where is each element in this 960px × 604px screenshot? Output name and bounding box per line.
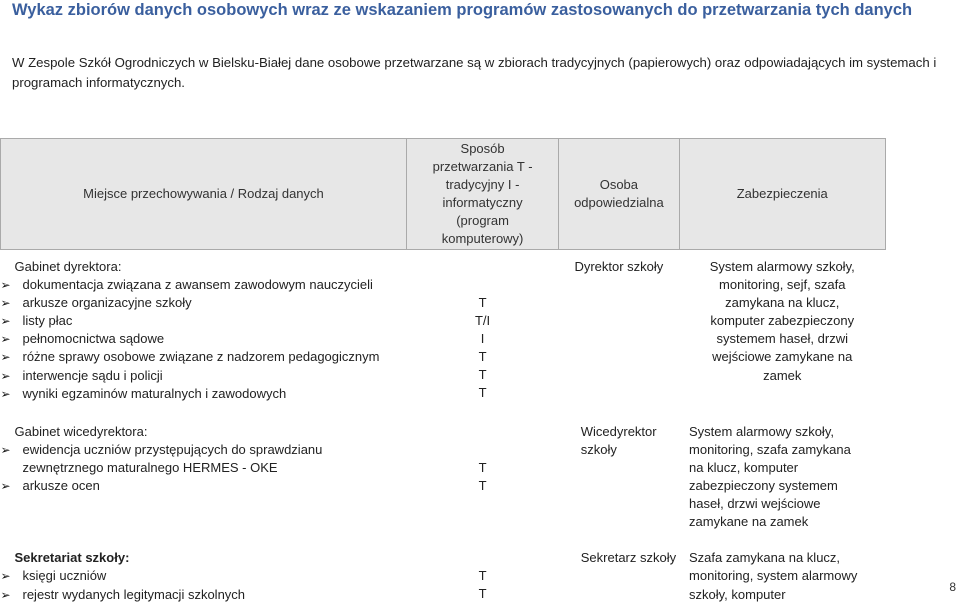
method-value: I bbox=[480, 331, 485, 347]
table-row bbox=[1, 423, 886, 532]
list-item: ➢ listy płac bbox=[15, 312, 407, 330]
method-value: T bbox=[478, 568, 487, 584]
list-item: ➢ arkusze organizacyjne szkoły bbox=[15, 294, 407, 312]
header-method: Sposób przetwarzania T - tradycyjny I - informatyczny (program komputerowy) bbox=[406, 139, 558, 250]
method-value: T bbox=[478, 367, 487, 383]
list-item: ➢ wyniki egzaminów maturalnych i zawodowych bbox=[15, 385, 407, 403]
table-row bbox=[1, 549, 886, 603]
list-item: ➢ interwencje sądu i policji bbox=[15, 367, 407, 385]
list-item: ➢ rejestr wydanych legitymacji szkolnych bbox=[15, 586, 407, 604]
method-value: T bbox=[478, 385, 487, 401]
list-item: ➢ arkusze ocen bbox=[15, 477, 407, 495]
location-heading: Sekretariat szkoły: bbox=[14, 550, 130, 566]
header-location: Miejsce przechowywania / Rodzaj danych bbox=[1, 139, 407, 250]
security-text: Szafa zamykana na klucz, monitoring, system alarmowy szkoły, komputer bbox=[689, 550, 858, 602]
responsible-person: Sekretarz szkoły bbox=[580, 550, 677, 566]
intro-paragraph: W Zespole Szkół Ogrodniczych w Bielsku-Białej dane osobowe przetwarzane są w zbiorach tradycyjnych (papierowych) oraz odpowiadających im systemach i programach informatycznych. bbox=[12, 55, 937, 90]
header-security: Zabezpieczenia bbox=[679, 139, 885, 250]
location-heading: Gabinet wicedyrektora: bbox=[14, 423, 148, 439]
list-item: ➢ księgi uczniów bbox=[15, 567, 407, 585]
responsible-person: Dyrektor szkoły bbox=[574, 259, 664, 274]
method-value: T bbox=[478, 295, 487, 310]
method-value: T bbox=[478, 349, 487, 365]
method-value: T bbox=[478, 586, 487, 602]
method-value: T bbox=[478, 477, 487, 493]
list-item: ➢ pełnomocnictwa sądowe bbox=[15, 330, 407, 348]
security-text: System alarmowy szkoły, monitoring, sejf, szafa zamykana na klucz, komputer zabezpieczony systemem haseł, drzwi wejściowe zamykane na zamek bbox=[709, 259, 855, 383]
responsible-person: Wicedyrektor szkoły bbox=[580, 423, 657, 457]
data-sets-table bbox=[0, 138, 886, 604]
method-value: T bbox=[478, 459, 487, 475]
document-title: Wykaz zbiorów danych osobowych wraz ze wskazaniem programów zastosowanych do przetwarzania tych danych bbox=[12, 1, 913, 19]
list-item: ➢ dokumentacja związana z awansem zawodowym nauczycieli bbox=[15, 276, 407, 294]
header-person: Osoba odpowiedzialna bbox=[559, 139, 679, 250]
list-item: ➢ ewidencja uczniów przystępujących do sprawdzianu zewnętrznego maturalnego HERMES - OKE bbox=[15, 441, 353, 477]
method-value: T/I bbox=[474, 313, 491, 329]
page-number: 8 bbox=[949, 580, 956, 594]
security-text: System alarmowy szkoły, monitoring, szafa zamykana na klucz, komputer zabezpieczony systemem haseł, drzwi wejściowe zamykane na zamek bbox=[689, 423, 851, 530]
list-item: ➢ różne sprawy osobowe związane z nadzorem pedagogicznym bbox=[15, 348, 407, 366]
table-row bbox=[1, 258, 886, 403]
location-heading: Gabinet dyrektora: bbox=[14, 259, 122, 274]
